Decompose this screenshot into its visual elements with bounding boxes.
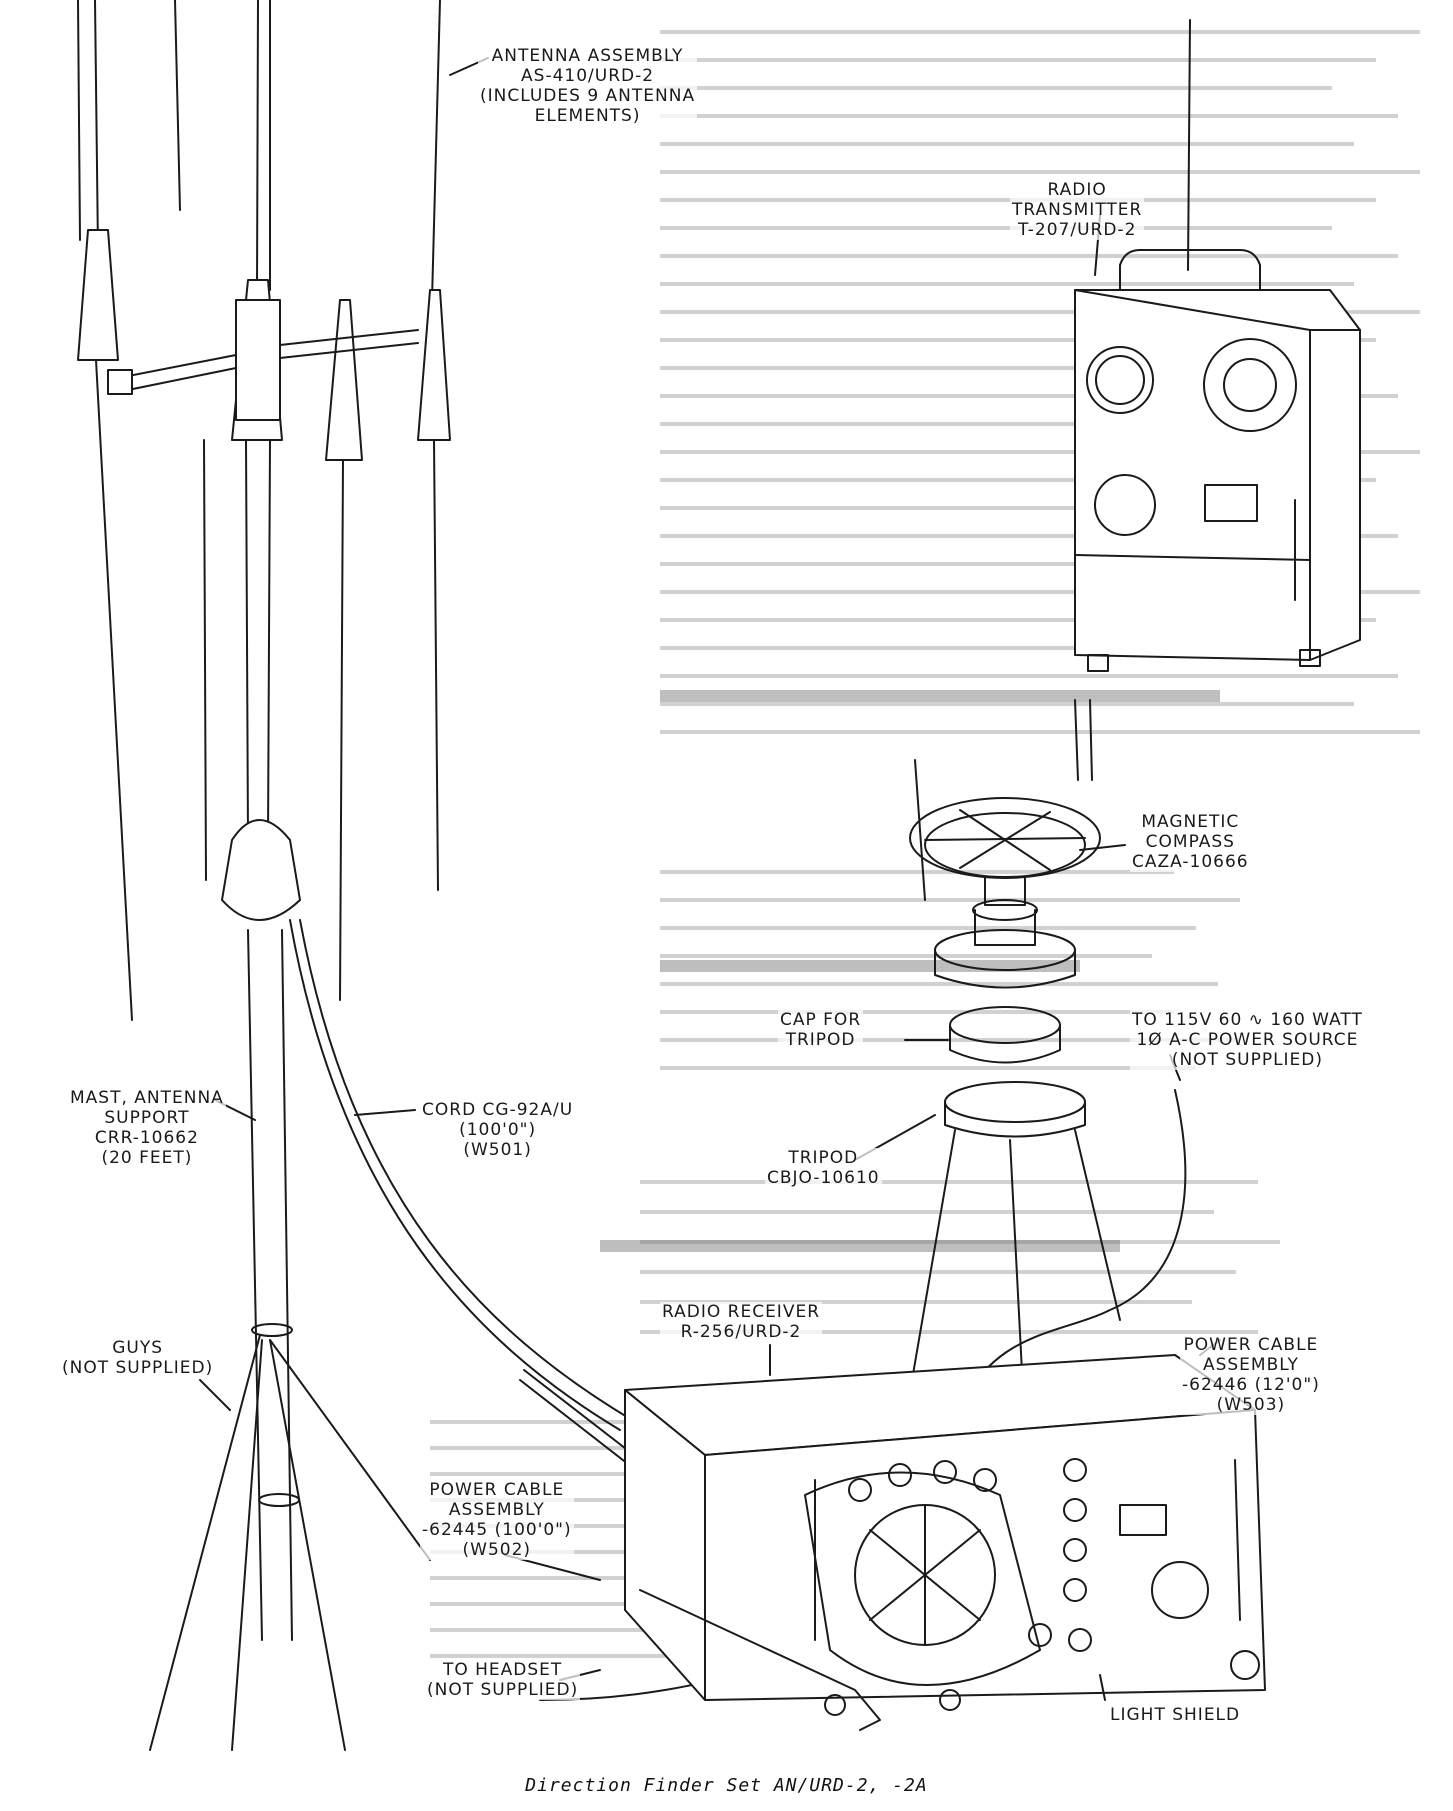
tripod-cap [950,1007,1060,1043]
crossbar-2 [118,368,236,392]
label-power-cable-w502: POWER CABLE ASSEMBLY -62445 (100'0") (W502) [422,1480,572,1560]
lower-rod-6 [268,440,270,840]
antenna-sleeve-right [418,290,450,440]
guy-line-1 [150,1335,260,1750]
transmitter-foot-1 [1088,655,1108,671]
label-magnetic-compass: MAGNETIC COMPASS CAZA-10666 [1132,812,1249,872]
crossbar-1 [118,355,236,378]
mast-left-edge [248,930,262,1640]
antenna-cord [290,920,632,1430]
mast-joint-2 [259,1494,299,1506]
guy-line-3 [270,1340,430,1560]
label-light-shield: LIGHT SHIELD [1110,1705,1241,1725]
label-headset: TO HEADSET (NOT SUPPLIED) [427,1660,579,1700]
mast [150,820,430,1750]
mast-right-edge [282,930,292,1640]
label-radio-transmitter: RADIO TRANSMITTER T-207/URD-2 [1012,180,1143,240]
lower-rod-5 [246,440,248,840]
antenna-rod-6 [432,0,440,300]
antenna-sleeve-left [78,230,118,360]
lower-rod-2 [204,440,206,880]
antenna-sleeve-right-center [326,300,362,460]
mast-joint [252,1324,292,1336]
lower-rod-4 [434,440,438,890]
label-cap-for-tripod: CAP FOR TRIPOD [780,1010,862,1050]
tripod-head [945,1082,1085,1122]
label-guys: GUYS (NOT SUPPLIED) [62,1338,214,1378]
transmitter-whip [1188,20,1190,270]
label-mast: MAST, ANTENNA SUPPORT CRR-10662 (20 FEET) [70,1088,224,1168]
guys-leader [200,1380,230,1410]
antenna-rod-3 [175,0,180,210]
radio-transmitter [1075,20,1360,671]
label-cord: CORD CG-92A/U (100'0") (W501) [422,1100,574,1160]
transmitter-side [1310,330,1360,660]
lower-rod-3 [340,460,343,1000]
lower-rod-1 [96,360,132,1020]
antenna-rod-4 [257,0,258,290]
antenna-hub [236,300,280,420]
antenna-rod-1 [78,0,80,240]
compass-leader [1080,845,1125,850]
label-tripod: TRIPOD CBJO-10610 [767,1148,880,1188]
label-power-source: TO 115V 60 ∿ 160 WATT 1Ø A-C POWER SOURCE (NOT SUPPLIED) [1132,1010,1363,1070]
guy-line-2 [270,1340,345,1750]
antenna-rod-2 [95,0,98,250]
guy-line-4 [232,1340,262,1750]
label-radio-receiver: RADIO RECEIVER R-256/URD-2 [662,1302,821,1342]
mast-coupling [222,820,300,920]
radio-receiver [560,1340,1265,1730]
label-power-cable-w503: POWER CABLE ASSEMBLY -62446 (12'0") (W503) [1182,1335,1320,1415]
figure-caption: Direction Finder Set AN/URD-2, -2A [525,1775,928,1796]
crossbar-clamp [108,370,132,394]
compass-base [935,930,1075,970]
tripod-leg-3 [1075,1130,1120,1320]
cord-leader [355,1110,415,1115]
label-antenna-assembly: ANTENNA ASSEMBLY AS-410/URD-2 (INCLUDES 9 ANTENNA ELEMENTS) [480,46,696,126]
